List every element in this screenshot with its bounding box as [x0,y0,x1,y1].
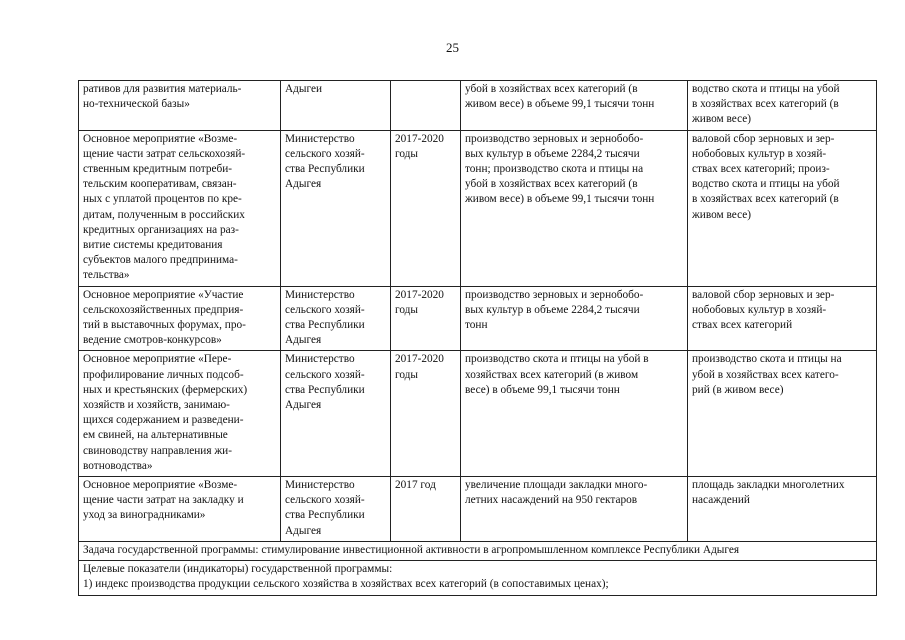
executor-cell: Министерство сельского хозяй- ства Республики Адыгея [281,477,391,542]
table-row [79,130,877,286]
period-cell [391,81,461,131]
executor-cell: Министерство сельского хозяй- ства Республики Адыгея [281,351,391,477]
result-cell: производство зерновых и зернобобо- вых культур в объеме 2284,2 тысячи тонн; производство скота и птицы на убой в хозяйствах всех категорий (в живом весе) в объеме 99,1 тысячи тонн [461,130,688,286]
executor-cell: Адыгеи [281,81,391,131]
table-row [79,81,877,131]
targets-cell [79,561,877,595]
task-row [79,541,877,560]
indicator-cell: валовой сбор зерновых и зер- нобобовых культур в хозяй- ствах всех категорий [688,286,877,351]
executor-cell: Министерство сельского хозяй- ства Республики Адыгея [281,286,391,351]
targets-heading: Целевые показатели (индикаторы) государственной программы: [83,563,393,576]
page-number: 25 [446,40,459,55]
result-cell: убой в хозяйствах всех категорий (в живом весе) в объеме 99,1 тысячи тонн [461,81,688,131]
event-cell: Основное мероприятие «Возме- щение части затрат на закладку и уход за виноградниками» [79,477,281,542]
target-item: 1) индекс производства продукции сельского хозяйства в хозяйствах всех категорий (в сопоставимых ценах); [83,578,609,591]
period-cell: 2017 год [391,477,461,542]
table-row [79,286,877,351]
indicator-cell: производство скота и птицы на убой в хозяйствах всех катего- рий (в живом весе) [688,351,877,477]
result-cell: увеличение площади закладки много- летних насаждений на 950 гектаров [461,477,688,542]
task-statement: Задача государственной программы: стимулирование инвестиционной активности в агропромышленном комплексе Республики Адыгея [79,541,877,560]
targets-row [79,561,877,595]
period-cell: 2017-2020 годы [391,286,461,351]
event-cell: Основное мероприятие «Участие сельскохозяйственных предприя- тий в выставочных форумах, про- ведение смотров-конкурсов» [79,286,281,351]
program-table [78,80,877,596]
event-cell: Основное мероприятие «Возме- щение части затрат сельскохозяй- ственным кредитным потреби- тельским кооперативам, связан- ных с уплатой процентов по кре- дитам, полученным в российских кредитных организациях на раз- витие системы кредитования субъектов малого предпринима- тельства» [79,130,281,286]
indicator-cell: валовой сбор зерновых и зер- нобобовых культур в хозяй- ствах всех категорий; произ- водство скота и птицы на убой в хозяйствах всех категорий (в живом весе) [688,130,877,286]
table-row [79,351,877,477]
executor-cell: Министерство сельского хозяй- ства Республики Адыгея [281,130,391,286]
table-row [79,477,877,542]
event-cell: Основное мероприятие «Пере- профилирование личных подсоб- ных и крестьянских (фермерских) хозяйств и хозяйств, занимаю- щихся содержанием и разведени- ем свиней, на альтернативные свиноводству направления жи- вотноводства» [79,351,281,477]
period-cell: 2017-2020 годы [391,351,461,477]
result-cell: производство зерновых и зернобобо- вых культур в объеме 2284,2 тысячи тонн [461,286,688,351]
period-cell: 2017-2020 годы [391,130,461,286]
indicator-cell: водство скота и птицы на убой в хозяйствах всех категорий (в живом весе) [688,81,877,131]
result-cell: производство скота и птицы на убой в хозяйствах всех категорий (в живом весе) в объеме 99,1 тысячи тонн [461,351,688,477]
event-cell: ративов для развития материаль- но-технической базы» [79,81,281,131]
indicator-cell: площадь закладки многолетних насаждений [688,477,877,542]
